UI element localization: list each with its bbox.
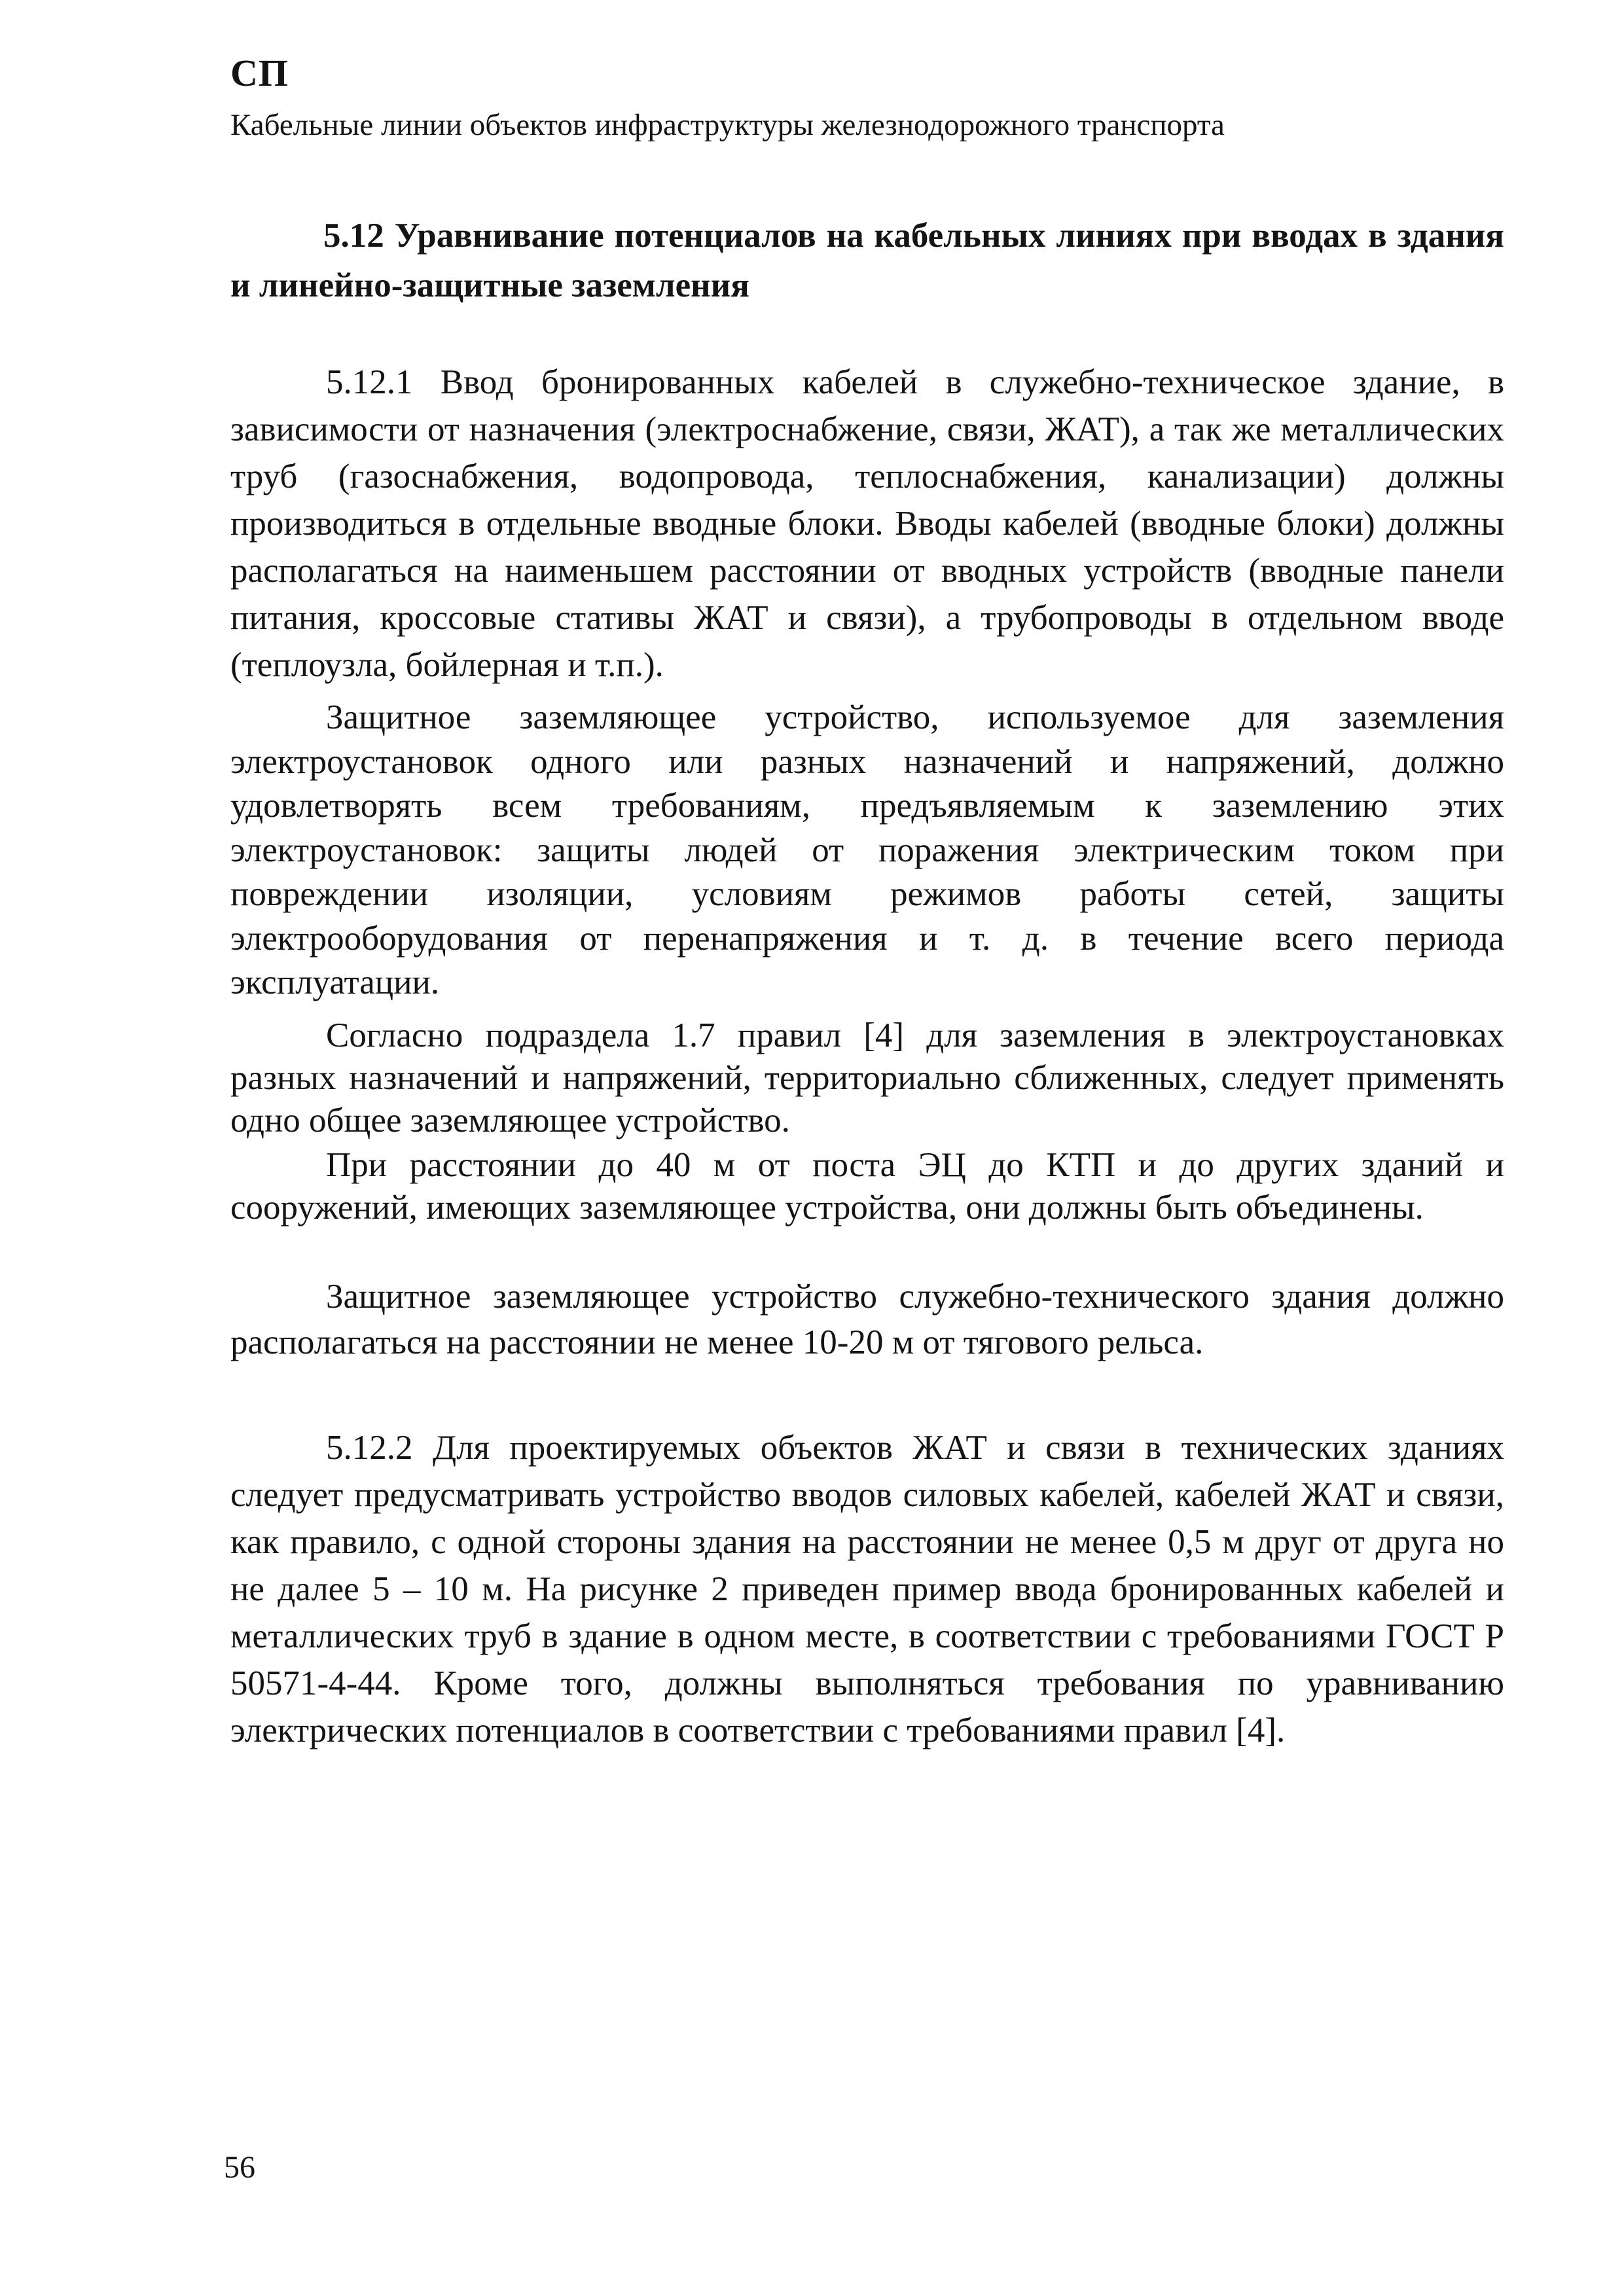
page-number: 56 xyxy=(224,2150,255,2185)
paragraph-rail-distance: Защитное заземляющее устройство служебно-технического здания должно располагаться на расстоянии не менее 10-20 м от тягового рельса. xyxy=(230,1278,1504,1361)
paragraph-distance-40m: При расстоянии до 40 м от поста ЭЦ до КТП и до других зданий и сооружений, имеющих заземляющее устройства, они должны быть объединены. xyxy=(230,1146,1504,1227)
section-title: 5.12 Уравнивание потенциалов на кабельных линиях при вводах в здания и линейно-защитные заземления xyxy=(230,217,1504,304)
document-code: СП xyxy=(230,52,289,94)
paragraph-5-12-2: 5.12.2 Для проектируемых объектов ЖАТ и связи в технических зданиях следует предусматривать устройство вводов силовых кабелей, кабелей ЖАТ и связи, как правило, с одной стороны здания на расстоянии не менее 0,5 м друг от друга но не далее 5 – 10 м. На рисунке 2 приведен пример ввода бронированных кабелей и металлических труб в здание в одном месте, в соответствии с требованиями ГОСТ Р 50571-4-44. Кроме того, должны выполняться требования по уравниванию электрических потенциалов в соответствии с требованиями правил [4]. xyxy=(230,1429,1504,1749)
paragraph-common-grounding: Согласно подраздела 1.7 правил [4] для заземления в электроустановках разных назначений и напряжений, территориально сближенных, следует применять одно общее заземляющее устройство. xyxy=(230,1016,1504,1139)
paragraph-grounding-requirements: Защитное заземляющее устройство, используемое для заземления электроустановок одного или разных назначений и напряжений, должно удовлетворять всем требованиям, предъявляемым к заземлению этих электроустановок: защиты людей от поражения электрическим током при повреждении изоляции, условиям режимов работы сетей, защиты электрооборудования от перенапряжения и т. д. в течение всего периода эксплуатации. xyxy=(230,698,1504,1001)
document-subtitle: Кабельные линии объектов инфраструктуры железнодорожного транспорта xyxy=(230,108,1225,142)
paragraph-5-12-1: 5.12.1 Ввод бронированных кабелей в служебно-техническое здание, в зависимости от назначения (электроснабжение, связи, ЖАТ), а так же металлических труб (газоснабжения, водопровода, теплоснабжения, канализации) должны производиться в отдельные вводные блоки. Вводы кабелей (вводные блоки) должны располагаться на наименьшем расстоянии от вводных устройств (вводные панели питания, кроссовые стативы ЖАТ и связи), а трубопроводы в отдельном вводе (теплоузла, бойлерная и т.п.). xyxy=(230,363,1504,684)
